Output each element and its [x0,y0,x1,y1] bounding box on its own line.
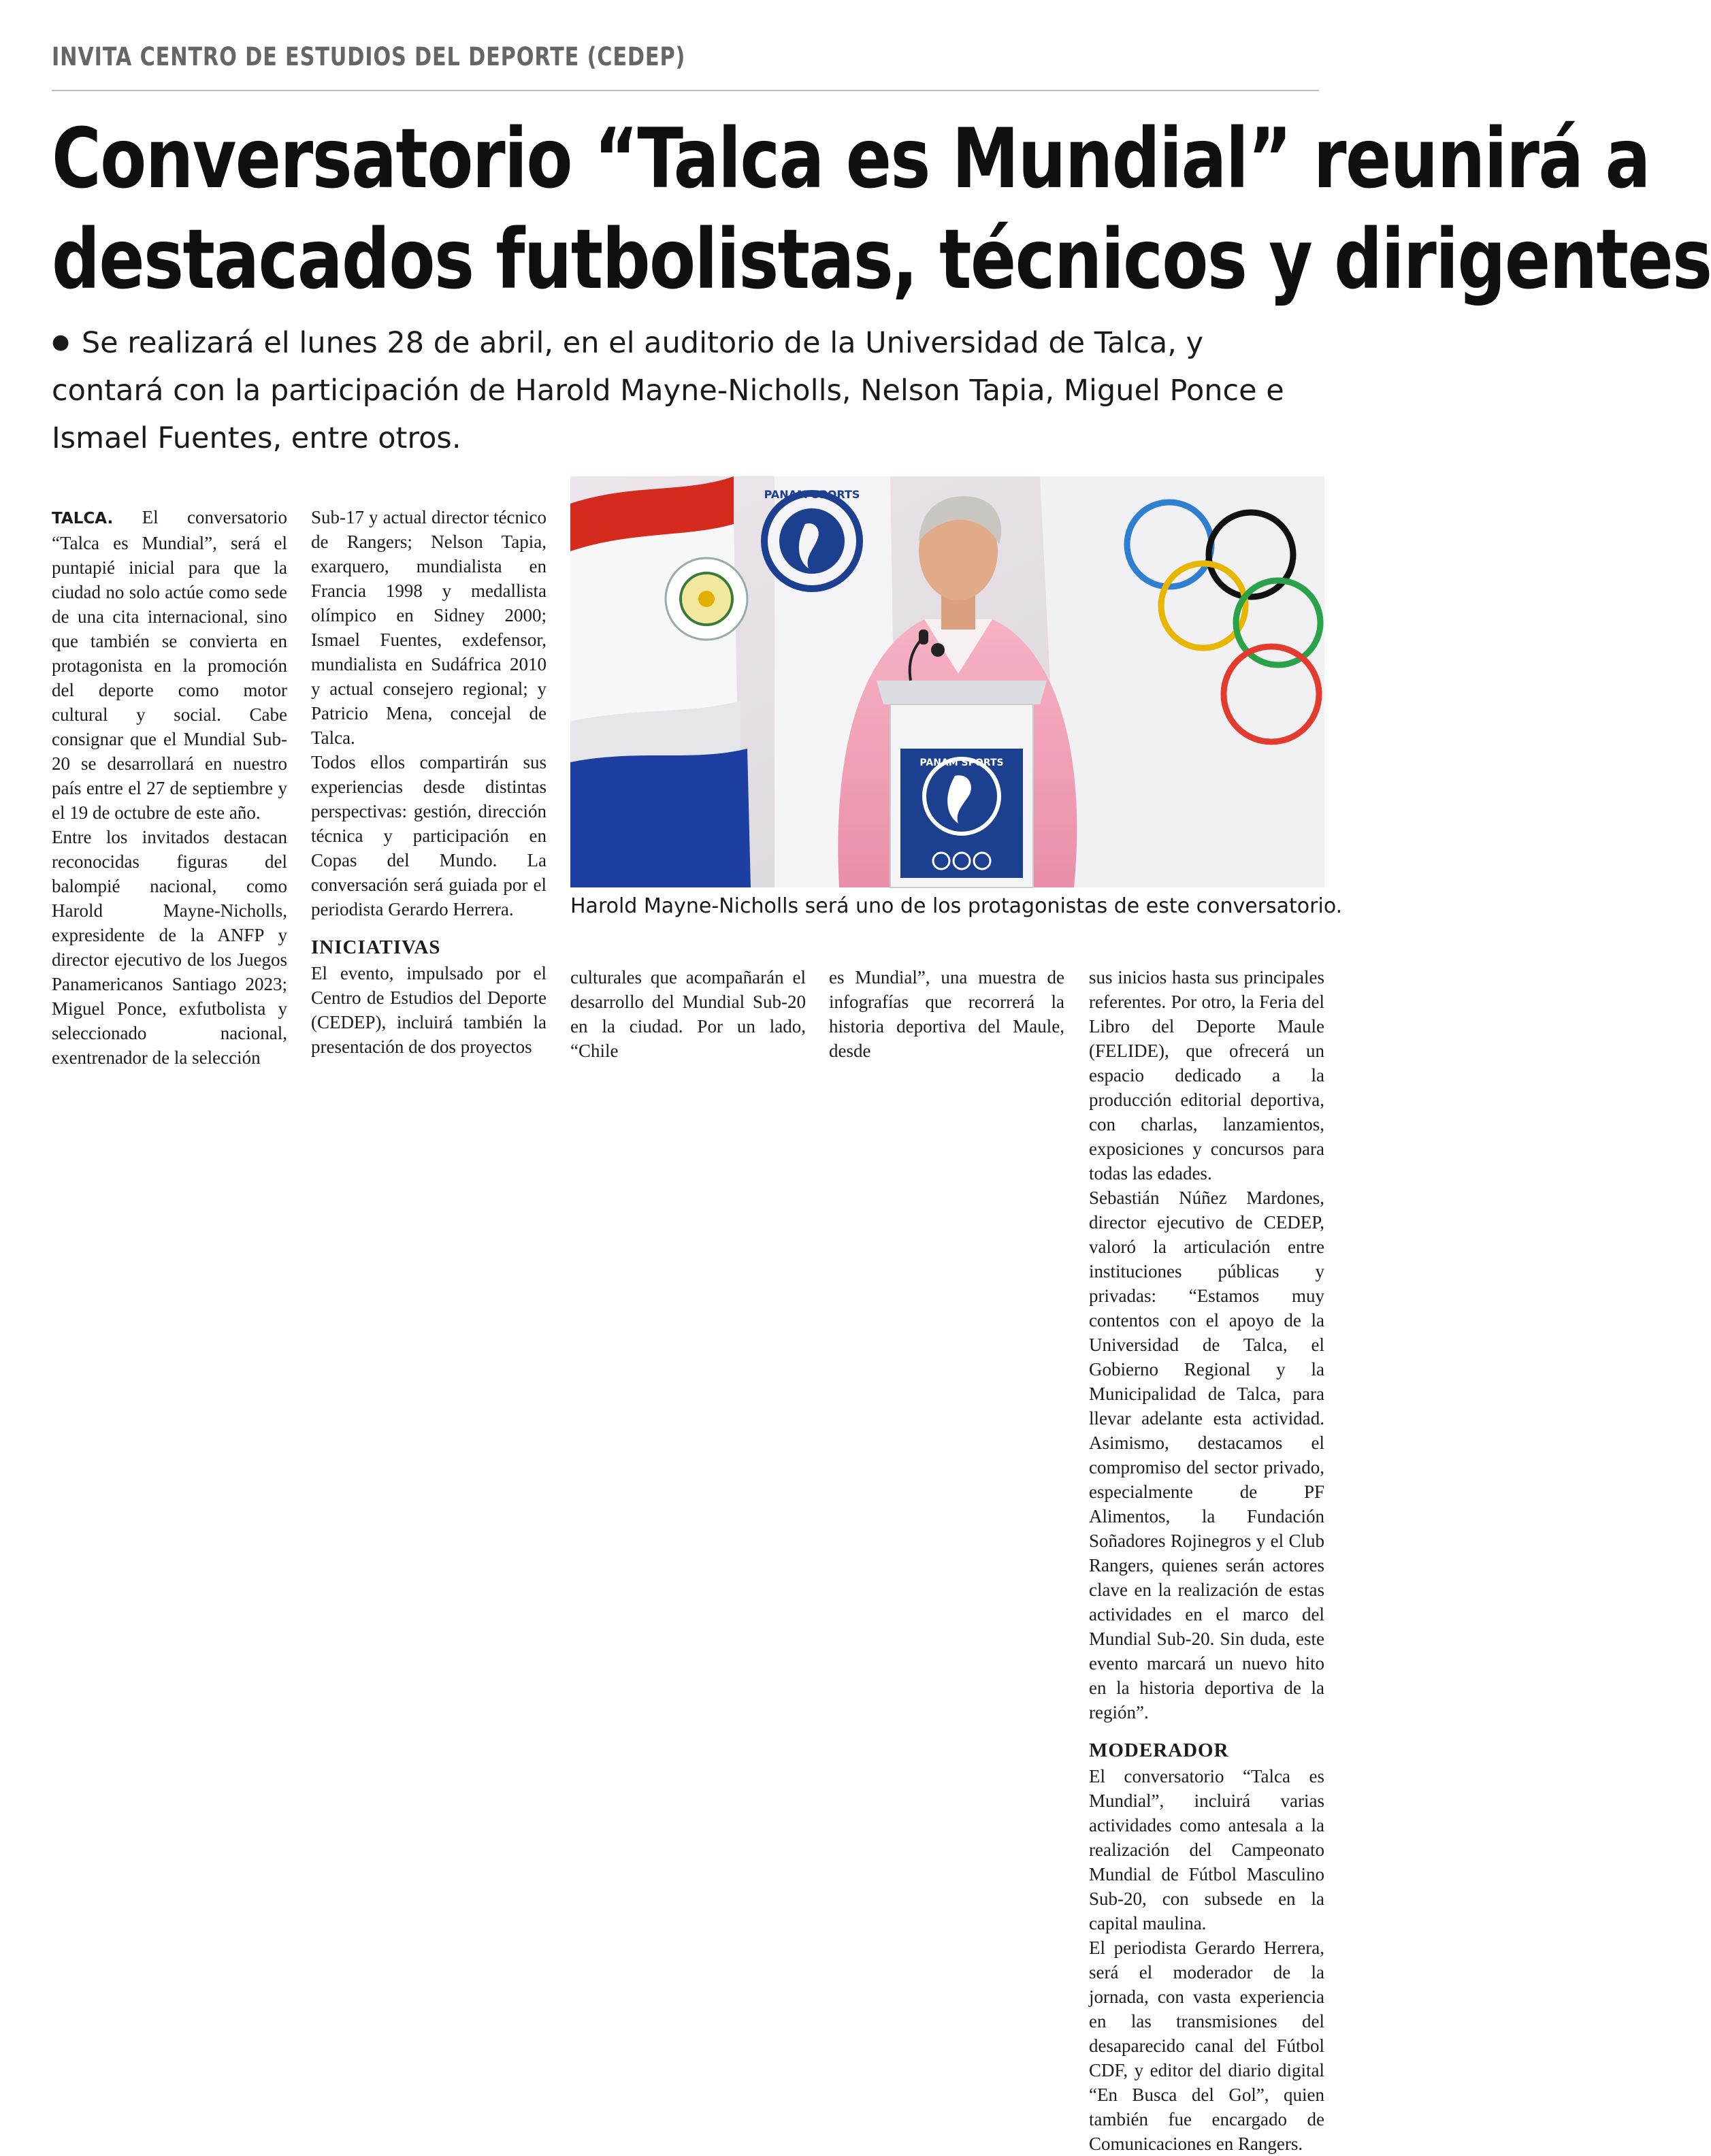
headline [52,109,1711,310]
subhead [52,318,1324,462]
paragraph-text: El conversatorio “Talca es Mundial”, será el puntapié inicial para que la ciudad no solo actúe como sede de una cita internacional, sino que también se convierta en protagonista en la promoción del deporte como motor cultural y social. Cabe consignar que el Mundial Sub-20 se desarrollará en nuestro país entre el 27 de septiembre y el 19 de octubre de este año. [52,507,287,823]
paragraph: El conversatorio “Talca es Mundial”, incluirá varias actividades como antesala a la realización del Campeonato Mundial de Fútbol Masculino Sub-20, con subsede en la capital maulina. [1089,1766,1324,1933]
article-column-4 [829,965,1064,1063]
paragraph: El evento, impulsado por el Centro de Estudios del Deporte (CEDEP), incluirá también la presentación de dos proyectos [311,963,547,1057]
olympic-rings-icon [1040,476,1324,887]
paragraph: El periodista Gerardo Herrera, será el moderador de la jornada, con vasta experiencia en las transmisiones del desaparecido canal del Fútbol CDF, y editor del diario digital “En Busca del Gol”, quien también fue encargado de Comunicaciones en Rangers. [1089,1938,1324,2154]
article-column-5 [1089,965,1324,2156]
paragraph: sus inicios hasta sus principales referentes. Por otro, la Feria del Libro del Deporte Maule (FELIDE), que ofrecerá un espacio dedicado a la producción editorial deportiva, con charlas, lanzamientos, exposiciones y concursos para todas las edades. [1089,967,1324,1183]
photo-illustration [570,476,1324,887]
podium-logo-text: PANAM SPORTS [919,757,1004,768]
headline-line-2: destacados futbolistas, técnicos y dirigentes [52,212,1711,308]
bullet-icon: ● [52,330,70,354]
paragraph: Sebastián Núñez Mardones, director ejecutivo de CEDEP, valoró la articulación entre instituciones públicas y privadas: “Estamos muy contentos con el apoyo de la Universidad de Talca, el Gobierno Regional y la Municipalidad de Talca, para llevar adelante esta actividad. Asimismo, destacamos el compromiso del sector privado, especialmente de PF Alimentos, la Fundación Soñadores Rojinegros y el Club Rangers, quienes serán actores clave en la realización de estas actividades en el marco del Mundial Sub-20. Sin duda, este evento marcará un nuevo hito en la historia deportiva de la región”. [1089,1188,1324,1722]
dateline: TALCA. [52,510,114,527]
paraguay-flag-icon [570,476,751,887]
paragraph: Todos ellos compartirán sus experiencias desde distintas perspectivas: gestión, dirección técnica y participación en Copas del Mundo. La conversación será guiada por el periodista Gerardo Herrera. [311,752,547,919]
section-heading-iniciativas: INICIATIVAS [311,936,441,958]
article-column-1 [52,505,287,1070]
paragraph: Entre los invitados destacan reconocidas figuras del balompié nacional, como Harold Mayne-Nicholls, expresidente de la ANFP y director ejecutivo de los Juegos Panamericanos Santiago 2023; Miguel Ponce, exfutbolista y seleccionado nacional, exentrenador de la selección [52,827,287,1068]
paragraph: culturales que acompañarán el desarrollo del Mundial Sub-20 en la ciudad. Por un lado, “Chile [570,967,806,1061]
headline-line-1: Conversatorio “Talca es Mundial” reunirá a [52,111,1650,207]
article-column-2 [311,505,547,1059]
podium [877,681,1047,887]
header-rule [52,90,1319,91]
subhead-text: Se realizará el lunes 28 de abril, en el auditorio de la Universidad de Talca, y contará con la participación de Harold Mayne-Nicholls, Nelson Tapia, Miguel Ponce e Ismael Fuentes, entre otros. [52,326,1284,455]
article-photo [570,476,1324,887]
photo-caption: Harold Mayne-Nicholls será uno de los protagonistas de este conversatorio. [570,894,1343,918]
paragraph: es Mundial”, una muestra de infografías que recorrerá la historia deportiva del Maule, desde [829,967,1064,1061]
article-column-3 [570,965,806,1063]
kicker: INVITA CENTRO DE ESTUDIOS DEL DEPORTE (CEDEP) [52,42,686,71]
panam-logo-text: PANAM SPORTS [764,488,860,501]
paragraph: Sub-17 y actual director técnico de Rangers; Nelson Tapia, exarquero, mundialista en Francia 1998 y medallista olímpico en Sidney 2000; Ismael Fuentes, exdefensor, mundialista en Sudáfrica 2010 y actual consejero regional; y Patricio Mena, concejal de Talca. [311,507,547,748]
section-heading-moderador: MODERADOR [1089,1740,1229,1761]
paragraph [52,505,287,825]
